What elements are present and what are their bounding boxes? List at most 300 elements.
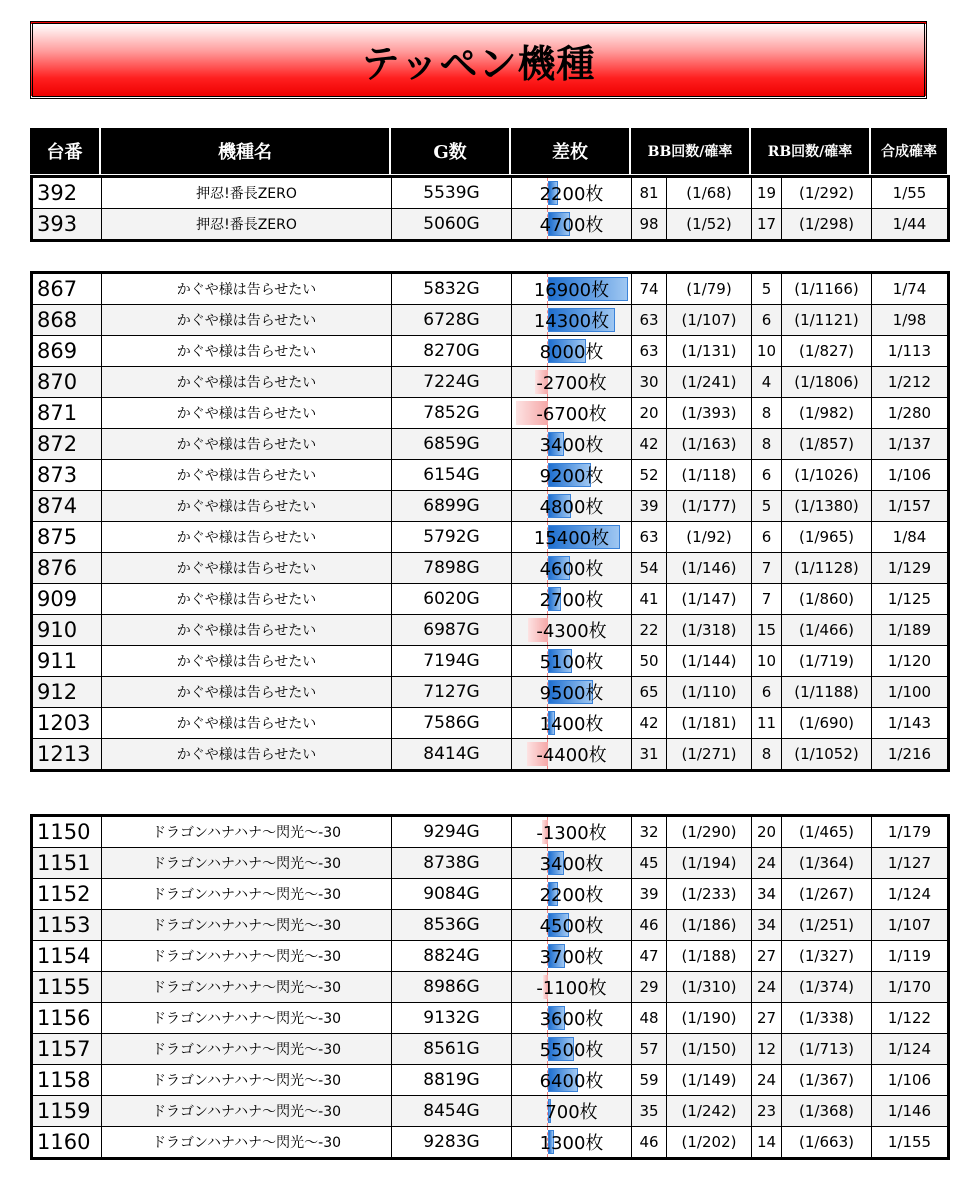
total-rate: 1/98 bbox=[872, 305, 949, 336]
diff-value: 5100枚 bbox=[539, 652, 604, 673]
bb-count: 65 bbox=[632, 677, 667, 708]
rb-count: 20 bbox=[752, 816, 782, 848]
machine-name: ドラゴンハナハナ～閃光～-30 bbox=[102, 972, 392, 1003]
rb-count: 6 bbox=[752, 677, 782, 708]
rb-count: 15 bbox=[752, 615, 782, 646]
bb-rate: (1/290) bbox=[667, 816, 752, 848]
bb-count: 54 bbox=[632, 553, 667, 584]
bb-rate: (1/318) bbox=[667, 615, 752, 646]
machine-name: ドラゴンハナハナ～閃光～-30 bbox=[102, 1096, 392, 1127]
bb-rate: (1/52) bbox=[667, 209, 752, 241]
table-row bbox=[32, 816, 949, 848]
diff-cell bbox=[512, 677, 632, 708]
rb-rate: (1/338) bbox=[782, 1003, 872, 1034]
table-row bbox=[32, 708, 949, 739]
diff-cell bbox=[512, 1034, 632, 1065]
total-rate: 1/179 bbox=[872, 816, 949, 848]
rb-count: 24 bbox=[752, 972, 782, 1003]
table-row bbox=[32, 646, 949, 677]
diff-cell bbox=[512, 1096, 632, 1127]
machine-name: かぐや様は告らせたい bbox=[102, 553, 392, 584]
bb-count: 39 bbox=[632, 491, 667, 522]
total-rate: 1/55 bbox=[872, 177, 949, 209]
games-count: 8270G bbox=[392, 336, 512, 367]
machine-name: かぐや様は告らせたい bbox=[102, 460, 392, 491]
rb-rate: (1/1128) bbox=[782, 553, 872, 584]
machine-name: ドラゴンハナハナ～閃光～-30 bbox=[102, 848, 392, 879]
diff-value: 4800枚 bbox=[539, 497, 604, 518]
games-count: 7586G bbox=[392, 708, 512, 739]
total-rate: 1/216 bbox=[872, 739, 949, 771]
bb-count: 74 bbox=[632, 273, 667, 305]
table-row bbox=[32, 553, 949, 584]
rb-count: 5 bbox=[752, 491, 782, 522]
total-rate: 1/212 bbox=[872, 367, 949, 398]
table-row bbox=[32, 972, 949, 1003]
diff-value: 2700枚 bbox=[539, 590, 604, 611]
games-count: 8561G bbox=[392, 1034, 512, 1065]
machine-no: 875 bbox=[32, 522, 102, 553]
header-machine-name: 機種名 bbox=[100, 128, 390, 174]
machine-name: かぐや様は告らせたい bbox=[102, 273, 392, 305]
total-rate: 1/124 bbox=[872, 1034, 949, 1065]
diff-cell bbox=[512, 646, 632, 677]
table-row bbox=[32, 398, 949, 429]
bb-rate: (1/144) bbox=[667, 646, 752, 677]
rb-rate: (1/374) bbox=[782, 972, 872, 1003]
diff-value: 700枚 bbox=[545, 1102, 598, 1123]
total-rate: 1/120 bbox=[872, 646, 949, 677]
games-count: 6859G bbox=[392, 429, 512, 460]
rb-rate: (1/465) bbox=[782, 816, 872, 848]
page-title: テッペン機種 bbox=[361, 41, 596, 86]
machine-name: かぐや様は告らせたい bbox=[102, 367, 392, 398]
rb-rate: (1/1052) bbox=[782, 739, 872, 771]
machine-no: 1151 bbox=[32, 848, 102, 879]
machine-name: ドラゴンハナハナ～閃光～-30 bbox=[102, 1065, 392, 1096]
games-count: 5539G bbox=[392, 177, 512, 209]
rb-count: 6 bbox=[752, 460, 782, 491]
total-rate: 1/146 bbox=[872, 1096, 949, 1127]
machine-name: かぐや様は告らせたい bbox=[102, 646, 392, 677]
bb-count: 35 bbox=[632, 1096, 667, 1127]
diff-value: 3400枚 bbox=[539, 435, 604, 456]
games-count: 8536G bbox=[392, 910, 512, 941]
diff-value: 8000枚 bbox=[539, 342, 604, 363]
bb-rate: (1/310) bbox=[667, 972, 752, 1003]
games-count: 9084G bbox=[392, 879, 512, 910]
total-rate: 1/122 bbox=[872, 1003, 949, 1034]
header-total-rate: 合成確率 bbox=[870, 128, 947, 174]
diff-cell bbox=[512, 910, 632, 941]
diff-value: 1400枚 bbox=[539, 714, 604, 735]
diff-cell bbox=[512, 1003, 632, 1034]
rb-rate: (1/1806) bbox=[782, 367, 872, 398]
rb-count: 14 bbox=[752, 1127, 782, 1159]
bb-count: 32 bbox=[632, 816, 667, 848]
bb-rate: (1/233) bbox=[667, 879, 752, 910]
games-count: 7127G bbox=[392, 677, 512, 708]
games-count: 8986G bbox=[392, 972, 512, 1003]
bb-rate: (1/242) bbox=[667, 1096, 752, 1127]
diff-value: -1300枚 bbox=[536, 823, 607, 844]
diff-value: 2200枚 bbox=[539, 184, 604, 205]
total-rate: 1/125 bbox=[872, 584, 949, 615]
diff-cell bbox=[512, 584, 632, 615]
header-machine-no: 台番 bbox=[30, 128, 100, 174]
table-row bbox=[32, 1065, 949, 1096]
diff-value: -4400枚 bbox=[536, 745, 607, 766]
machine-no: 1153 bbox=[32, 910, 102, 941]
bb-rate: (1/131) bbox=[667, 336, 752, 367]
rb-count: 8 bbox=[752, 398, 782, 429]
games-count: 9283G bbox=[392, 1127, 512, 1159]
header-diff: 差枚 bbox=[510, 128, 630, 174]
bb-rate: (1/110) bbox=[667, 677, 752, 708]
machine-name: ドラゴンハナハナ～閃光～-30 bbox=[102, 1003, 392, 1034]
rb-count: 24 bbox=[752, 1065, 782, 1096]
rb-rate: (1/298) bbox=[782, 209, 872, 241]
rb-count: 7 bbox=[752, 553, 782, 584]
games-count: 8454G bbox=[392, 1096, 512, 1127]
diff-cell bbox=[512, 553, 632, 584]
header-rb: RB回数/確率 bbox=[750, 128, 870, 174]
diff-value: 14300枚 bbox=[533, 311, 610, 332]
machine-no: 1203 bbox=[32, 708, 102, 739]
games-count: 6987G bbox=[392, 615, 512, 646]
machine-no: 1213 bbox=[32, 739, 102, 771]
table-row bbox=[32, 677, 949, 708]
rb-count: 19 bbox=[752, 177, 782, 209]
header-games: G数 bbox=[390, 128, 510, 174]
games-count: 9132G bbox=[392, 1003, 512, 1034]
diff-value: -1100枚 bbox=[536, 978, 607, 999]
bb-rate: (1/68) bbox=[667, 177, 752, 209]
total-rate: 1/113 bbox=[872, 336, 949, 367]
machine-name: 押忍!番長ZERO bbox=[102, 177, 392, 209]
bb-count: 42 bbox=[632, 429, 667, 460]
machine-name: ドラゴンハナハナ～閃光～-30 bbox=[102, 879, 392, 910]
bb-rate: (1/190) bbox=[667, 1003, 752, 1034]
machine-no: 871 bbox=[32, 398, 102, 429]
rb-rate: (1/292) bbox=[782, 177, 872, 209]
machine-name: かぐや様は告らせたい bbox=[102, 615, 392, 646]
diff-value: 4600枚 bbox=[539, 559, 604, 580]
games-count: 8414G bbox=[392, 739, 512, 771]
diff-value: -6700枚 bbox=[536, 404, 607, 425]
rb-rate: (1/1188) bbox=[782, 677, 872, 708]
table-row bbox=[32, 305, 949, 336]
total-rate: 1/106 bbox=[872, 460, 949, 491]
games-count: 7194G bbox=[392, 646, 512, 677]
rb-count: 7 bbox=[752, 584, 782, 615]
machine-name: ドラゴンハナハナ～閃光～-30 bbox=[102, 1127, 392, 1159]
bb-count: 30 bbox=[632, 367, 667, 398]
diff-value: 3400枚 bbox=[539, 854, 604, 875]
total-rate: 1/119 bbox=[872, 941, 949, 972]
rb-rate: (1/327) bbox=[782, 941, 872, 972]
bb-rate: (1/149) bbox=[667, 1065, 752, 1096]
machine-no: 911 bbox=[32, 646, 102, 677]
bb-rate: (1/202) bbox=[667, 1127, 752, 1159]
machine-name: かぐや様は告らせたい bbox=[102, 677, 392, 708]
diff-value: -2700枚 bbox=[536, 373, 607, 394]
bb-rate: (1/146) bbox=[667, 553, 752, 584]
rb-count: 17 bbox=[752, 209, 782, 241]
title-banner bbox=[30, 21, 927, 99]
table-row bbox=[32, 910, 949, 941]
rb-rate: (1/466) bbox=[782, 615, 872, 646]
total-rate: 1/143 bbox=[872, 708, 949, 739]
table-row bbox=[32, 1096, 949, 1127]
diff-value: -4300枚 bbox=[536, 621, 607, 642]
machine-name: かぐや様は告らせたい bbox=[102, 305, 392, 336]
diff-value: 9200枚 bbox=[539, 466, 604, 487]
rb-count: 4 bbox=[752, 367, 782, 398]
games-count: 6020G bbox=[392, 584, 512, 615]
total-rate: 1/155 bbox=[872, 1127, 949, 1159]
machine-name: かぐや様は告らせたい bbox=[102, 584, 392, 615]
header-bb: BB回数/確率 bbox=[630, 128, 750, 174]
table-row bbox=[32, 273, 949, 305]
rb-rate: (1/857) bbox=[782, 429, 872, 460]
diff-cell bbox=[512, 1065, 632, 1096]
machine-no: 873 bbox=[32, 460, 102, 491]
rb-rate: (1/1166) bbox=[782, 273, 872, 305]
diff-cell bbox=[512, 941, 632, 972]
games-count: 8819G bbox=[392, 1065, 512, 1096]
total-rate: 1/157 bbox=[872, 491, 949, 522]
games-count: 7898G bbox=[392, 553, 512, 584]
diff-cell bbox=[512, 879, 632, 910]
machine-name: ドラゴンハナハナ～閃光～-30 bbox=[102, 816, 392, 848]
machine-name: かぐや様は告らせたい bbox=[102, 522, 392, 553]
bb-count: 29 bbox=[632, 972, 667, 1003]
games-count: 7224G bbox=[392, 367, 512, 398]
bb-rate: (1/188) bbox=[667, 941, 752, 972]
rb-rate: (1/663) bbox=[782, 1127, 872, 1159]
bb-rate: (1/194) bbox=[667, 848, 752, 879]
machine-no: 1158 bbox=[32, 1065, 102, 1096]
machine-no: 912 bbox=[32, 677, 102, 708]
table-row bbox=[32, 209, 949, 241]
rb-count: 10 bbox=[752, 336, 782, 367]
rb-rate: (1/1380) bbox=[782, 491, 872, 522]
machine-name: かぐや様は告らせたい bbox=[102, 429, 392, 460]
machine-no: 1159 bbox=[32, 1096, 102, 1127]
machine-name: かぐや様は告らせたい bbox=[102, 336, 392, 367]
group-table-3 bbox=[30, 814, 950, 1160]
table-row bbox=[32, 1003, 949, 1034]
rb-rate: (1/1026) bbox=[782, 460, 872, 491]
games-count: 9294G bbox=[392, 816, 512, 848]
bb-count: 63 bbox=[632, 522, 667, 553]
games-count: 5792G bbox=[392, 522, 512, 553]
diff-value: 4500枚 bbox=[539, 916, 604, 937]
table-row bbox=[32, 1034, 949, 1065]
bb-count: 63 bbox=[632, 336, 667, 367]
diff-cell bbox=[512, 615, 632, 646]
bb-rate: (1/271) bbox=[667, 739, 752, 771]
rb-rate: (1/367) bbox=[782, 1065, 872, 1096]
bb-rate: (1/163) bbox=[667, 429, 752, 460]
rb-rate: (1/364) bbox=[782, 848, 872, 879]
rb-rate: (1/1121) bbox=[782, 305, 872, 336]
bb-count: 81 bbox=[632, 177, 667, 209]
rb-rate: (1/690) bbox=[782, 708, 872, 739]
rb-count: 12 bbox=[752, 1034, 782, 1065]
diff-cell bbox=[512, 429, 632, 460]
diff-value: 15400枚 bbox=[533, 528, 610, 549]
games-count: 6899G bbox=[392, 491, 512, 522]
bb-count: 52 bbox=[632, 460, 667, 491]
table-row bbox=[32, 615, 949, 646]
rb-count: 34 bbox=[752, 910, 782, 941]
diff-value: 3700枚 bbox=[539, 947, 604, 968]
machine-name: ドラゴンハナハナ～閃光～-30 bbox=[102, 1034, 392, 1065]
table-row bbox=[32, 177, 949, 209]
total-rate: 1/100 bbox=[872, 677, 949, 708]
diff-cell bbox=[512, 336, 632, 367]
group-table-2 bbox=[30, 271, 950, 772]
machine-name: 押忍!番長ZERO bbox=[102, 209, 392, 241]
games-count: 6728G bbox=[392, 305, 512, 336]
machine-no: 874 bbox=[32, 491, 102, 522]
diff-cell bbox=[512, 708, 632, 739]
diff-value: 9500枚 bbox=[539, 683, 604, 704]
rb-rate: (1/713) bbox=[782, 1034, 872, 1065]
table-row bbox=[32, 367, 949, 398]
bb-count: 22 bbox=[632, 615, 667, 646]
rb-count: 27 bbox=[752, 1003, 782, 1034]
diff-cell bbox=[512, 273, 632, 305]
table-header bbox=[30, 128, 947, 174]
diff-value: 1300枚 bbox=[539, 1133, 604, 1154]
total-rate: 1/189 bbox=[872, 615, 949, 646]
machine-no: 870 bbox=[32, 367, 102, 398]
bb-rate: (1/181) bbox=[667, 708, 752, 739]
table-row bbox=[32, 522, 949, 553]
bb-count: 41 bbox=[632, 584, 667, 615]
diff-value: 4700枚 bbox=[539, 215, 604, 236]
bb-count: 63 bbox=[632, 305, 667, 336]
bb-count: 46 bbox=[632, 910, 667, 941]
machine-no: 393 bbox=[32, 209, 102, 241]
total-rate: 1/137 bbox=[872, 429, 949, 460]
machine-no: 1155 bbox=[32, 972, 102, 1003]
rb-rate: (1/251) bbox=[782, 910, 872, 941]
diff-value: 16900枚 bbox=[533, 280, 610, 301]
machine-name: かぐや様は告らせたい bbox=[102, 491, 392, 522]
machine-name: かぐや様は告らせたい bbox=[102, 398, 392, 429]
rb-count: 24 bbox=[752, 848, 782, 879]
bb-count: 20 bbox=[632, 398, 667, 429]
rb-rate: (1/719) bbox=[782, 646, 872, 677]
diff-cell bbox=[512, 305, 632, 336]
machine-name: ドラゴンハナハナ～閃光～-30 bbox=[102, 910, 392, 941]
machine-no: 909 bbox=[32, 584, 102, 615]
bb-count: 98 bbox=[632, 209, 667, 241]
bb-rate: (1/79) bbox=[667, 273, 752, 305]
total-rate: 1/124 bbox=[872, 879, 949, 910]
diff-value: 5500枚 bbox=[539, 1040, 604, 1061]
machine-no: 1160 bbox=[32, 1127, 102, 1159]
machine-no: 869 bbox=[32, 336, 102, 367]
diff-cell bbox=[512, 848, 632, 879]
bb-count: 45 bbox=[632, 848, 667, 879]
rb-count: 8 bbox=[752, 739, 782, 771]
bb-rate: (1/241) bbox=[667, 367, 752, 398]
total-rate: 1/170 bbox=[872, 972, 949, 1003]
rb-count: 23 bbox=[752, 1096, 782, 1127]
games-count: 8824G bbox=[392, 941, 512, 972]
bb-count: 31 bbox=[632, 739, 667, 771]
bb-rate: (1/147) bbox=[667, 584, 752, 615]
bb-rate: (1/118) bbox=[667, 460, 752, 491]
games-count: 8738G bbox=[392, 848, 512, 879]
group-table-1 bbox=[30, 175, 950, 242]
diff-cell bbox=[512, 398, 632, 429]
rb-count: 6 bbox=[752, 522, 782, 553]
bb-count: 42 bbox=[632, 708, 667, 739]
rb-rate: (1/368) bbox=[782, 1096, 872, 1127]
bb-count: 46 bbox=[632, 1127, 667, 1159]
machine-no: 867 bbox=[32, 273, 102, 305]
total-rate: 1/280 bbox=[872, 398, 949, 429]
bb-rate: (1/107) bbox=[667, 305, 752, 336]
bb-count: 47 bbox=[632, 941, 667, 972]
games-count: 5832G bbox=[392, 273, 512, 305]
table-row bbox=[32, 879, 949, 910]
table-row bbox=[32, 584, 949, 615]
table-row bbox=[32, 1127, 949, 1159]
machine-no: 392 bbox=[32, 177, 102, 209]
bb-rate: (1/150) bbox=[667, 1034, 752, 1065]
rb-rate: (1/827) bbox=[782, 336, 872, 367]
diff-cell bbox=[512, 816, 632, 848]
games-count: 6154G bbox=[392, 460, 512, 491]
machine-no: 910 bbox=[32, 615, 102, 646]
table-row bbox=[32, 460, 949, 491]
diff-cell bbox=[512, 972, 632, 1003]
games-count: 7852G bbox=[392, 398, 512, 429]
diff-cell bbox=[512, 367, 632, 398]
table-row bbox=[32, 739, 949, 771]
bb-count: 39 bbox=[632, 879, 667, 910]
bb-count: 59 bbox=[632, 1065, 667, 1096]
total-rate: 1/84 bbox=[872, 522, 949, 553]
machine-name: かぐや様は告らせたい bbox=[102, 708, 392, 739]
total-rate: 1/106 bbox=[872, 1065, 949, 1096]
bb-count: 50 bbox=[632, 646, 667, 677]
machine-no: 868 bbox=[32, 305, 102, 336]
rb-count: 6 bbox=[752, 305, 782, 336]
diff-cell bbox=[512, 460, 632, 491]
rb-count: 27 bbox=[752, 941, 782, 972]
bb-count: 57 bbox=[632, 1034, 667, 1065]
bb-rate: (1/393) bbox=[667, 398, 752, 429]
diff-cell bbox=[512, 491, 632, 522]
rb-rate: (1/965) bbox=[782, 522, 872, 553]
total-rate: 1/129 bbox=[872, 553, 949, 584]
machine-no: 1152 bbox=[32, 879, 102, 910]
total-rate: 1/74 bbox=[872, 273, 949, 305]
machine-no: 876 bbox=[32, 553, 102, 584]
table-row bbox=[32, 941, 949, 972]
rb-rate: (1/860) bbox=[782, 584, 872, 615]
diff-cell bbox=[512, 522, 632, 553]
diff-value: 2200枚 bbox=[539, 885, 604, 906]
